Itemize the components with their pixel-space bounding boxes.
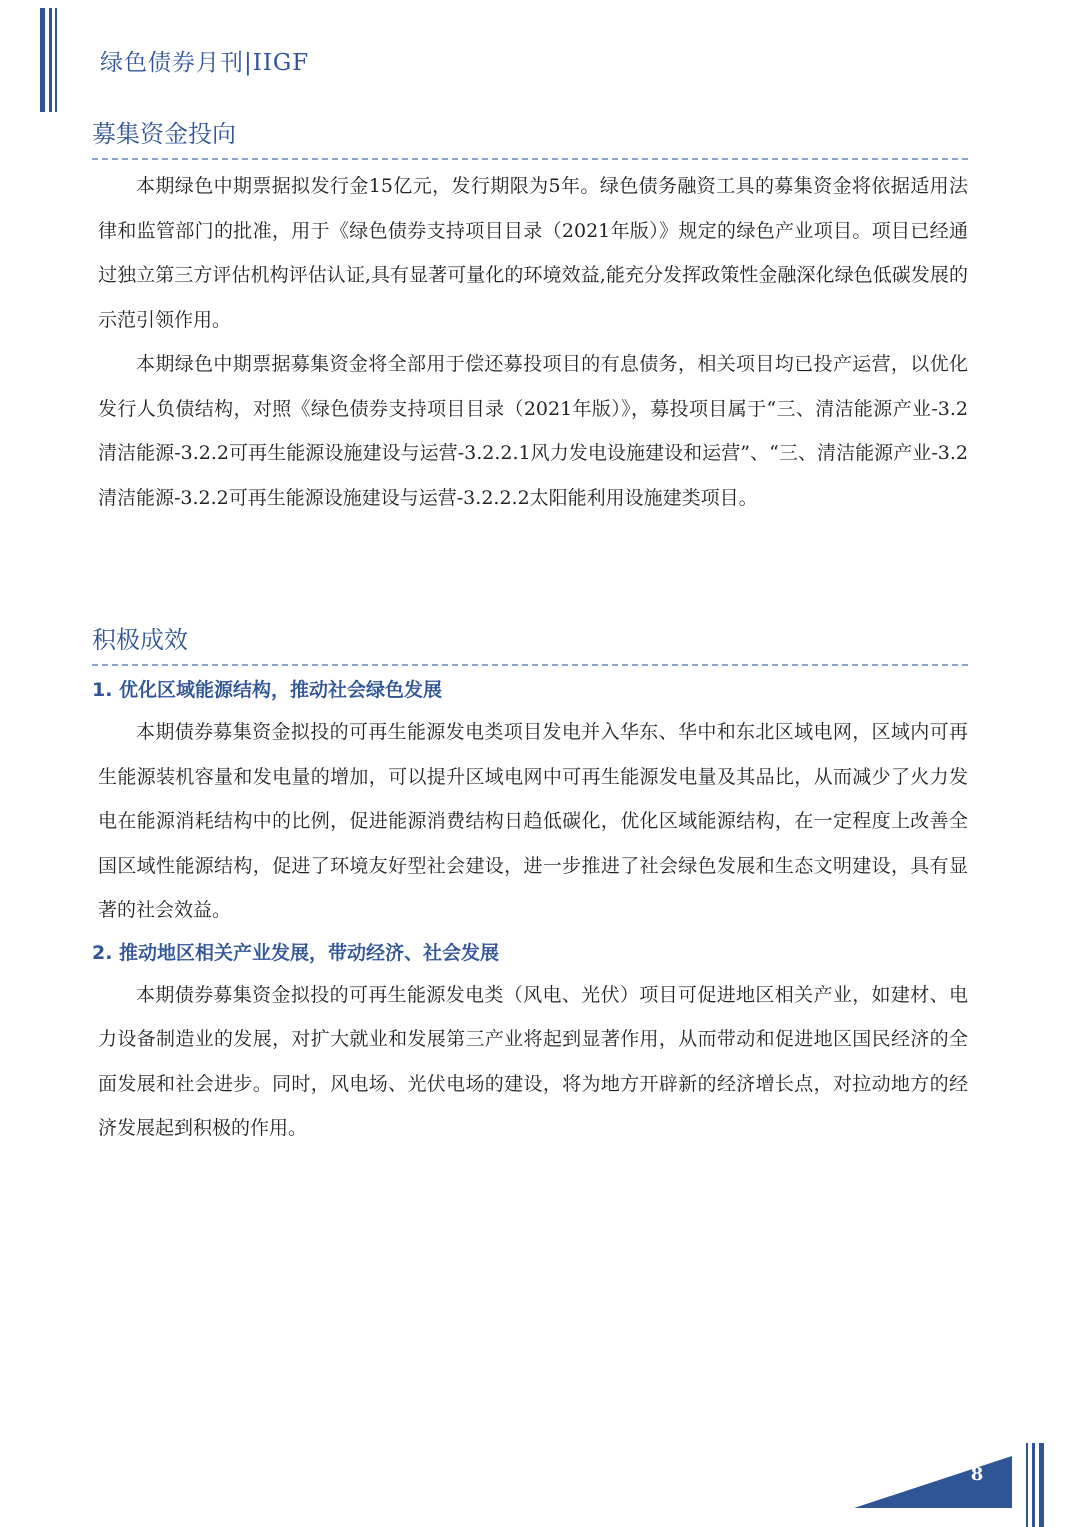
paragraph: 本期债券募集资金拟投的可再生能源发电类项目发电并入华东、华中和东北区域电网，区域内可再生能源装机容量和发电量的增加，可以提升区域电网中可再生能源发电量及其品比，从而减少了火力发电在能源消耗结构中的比例，促进能源消费结构日趋低碳化，优化区域能源结构，在一定程度上改善全国区域性能源结构，促进了环境友好型社会建设，进一步推进了社会绿色发展和生态文明建设，具有显著的社会效益。: [98, 721, 968, 921]
page-number: 8: [970, 1464, 984, 1485]
dashed-divider: [92, 664, 968, 666]
page-number-triangle: [854, 1456, 1012, 1508]
dashed-divider: [92, 158, 968, 160]
paragraph: 本期债券募集资金拟投的可再生能源发电类（风电、光伏）项目可促进地区相关产业，如建材、电力设备制造业的发展，对扩大就业和发展第三产业将起到显著作用，从而带动和促进地区国民经济的全面发展和社会进步。同时，风电场、光伏电场的建设，将为地方开辟新的经济增长点，对拉动地方的经济发展起到积极的作用。: [98, 983, 968, 1139]
section-title: 积极成效: [92, 626, 188, 654]
section-title: 募集资金投向: [92, 120, 236, 148]
subsection-title: 1. 优化区域能源结构，推动社会绿色发展: [92, 679, 443, 701]
section-positive-effects: [92, 622, 968, 1151]
paragraph: 本期绿色中期票据募集资金将全部用于偿还募投项目的有息债务，相关项目均已投产运营，以优化发行人负债结构，对照《绿色债券支持项目目录（2021年版）》，募投项目属于“三、清洁能源产业-3.2清洁能源-3.2.2可再生能源设施建设与运营-3.2.2.1风力发电设施建设和运营”、“三、清洁能源产业-3.2清洁能源-3.2.2可再生能源设施建设与运营-3.2.2.2太阳能利用设施建类项目。: [98, 353, 968, 509]
journal-title: 绿色债券月刊|IIGF: [100, 50, 310, 76]
section-fund-use: [92, 116, 968, 520]
paragraph: 本期绿色中期票据拟发行金15亿元，发行期限为5年。绿色债务融资工具的募集资金将依据适用法律和监管部门的批准，用于《绿色债券支持项目目录（2021年版）》规定的绿色产业项目。项目已经通过独立第三方评估机构评估认证,具有显著可量化的环境效益,能充分发挥政策性金融深化绿色低碳发展的示范引领作用。: [98, 175, 968, 331]
subsection-title: 2. 推动地区相关产业发展，带动经济、社会发展: [92, 941, 500, 964]
